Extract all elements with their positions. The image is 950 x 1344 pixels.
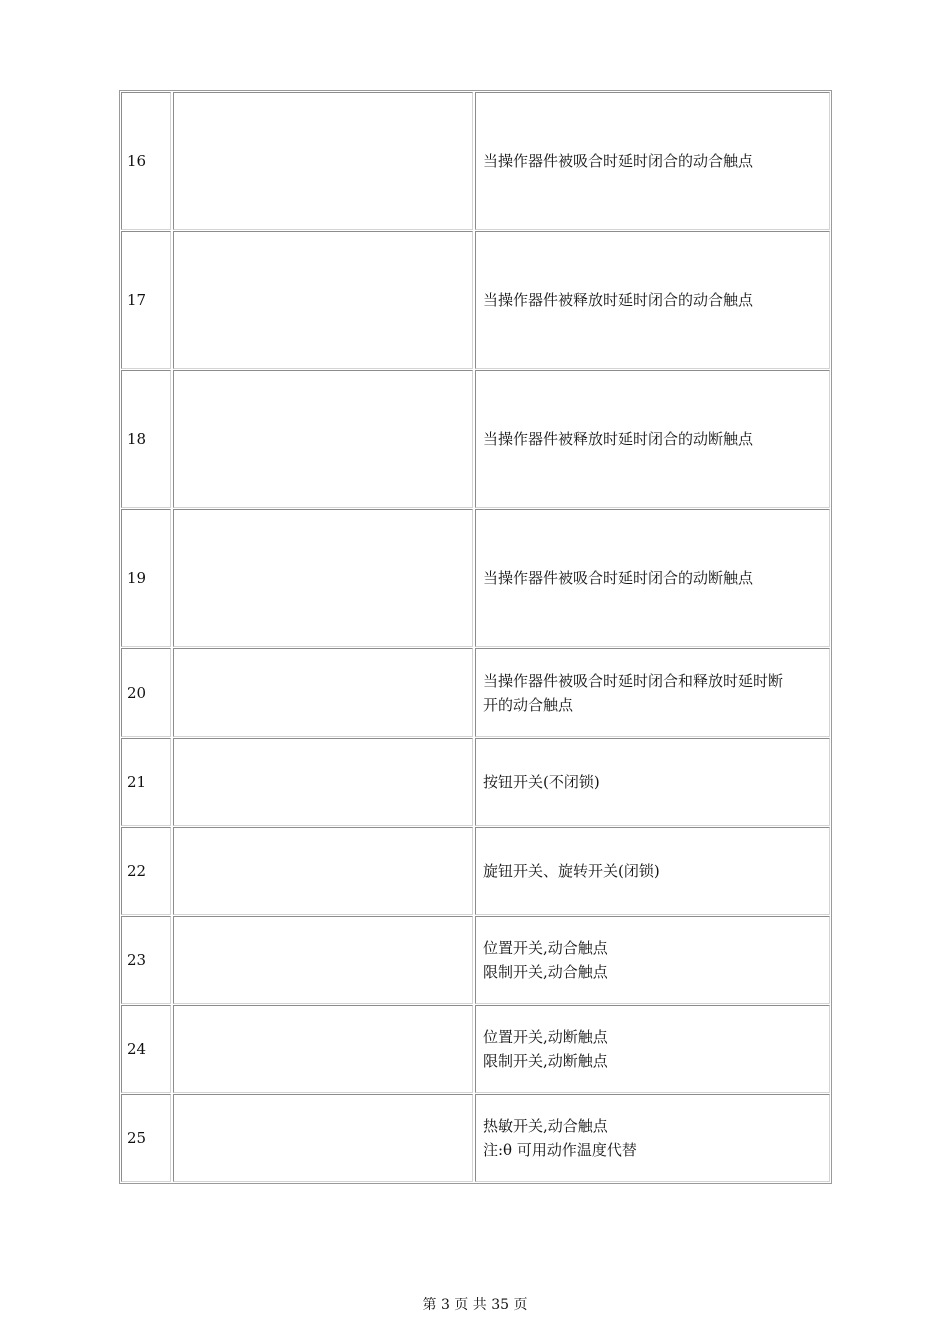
description-cell: [475, 92, 830, 230]
table-row: [121, 916, 830, 1004]
table-row: [121, 1094, 830, 1182]
row-number: [121, 1005, 171, 1093]
row-number-text: 17: [127, 291, 147, 309]
row-number: [121, 370, 171, 508]
description-cell: [475, 509, 830, 647]
row-number-text: 18: [127, 430, 147, 448]
description-cell: [475, 1005, 830, 1093]
table-row: [121, 370, 830, 508]
row-number-text: 20: [127, 683, 147, 702]
row-number: [121, 916, 171, 1004]
table-row: [121, 92, 830, 230]
table-row: [121, 738, 830, 826]
page-number-label: 第 3 页 共 35 页: [422, 1297, 528, 1313]
description-text: 位置开关,动合触点 限制开关,动合触点: [483, 939, 608, 981]
row-number: [121, 231, 171, 369]
symbol-cell: [173, 1005, 473, 1093]
symbol-cell: [173, 92, 473, 230]
description-cell: [475, 648, 830, 737]
symbol-cell: [173, 370, 473, 508]
row-number-text: 24: [127, 1040, 147, 1058]
symbol-cell: [173, 509, 473, 647]
description-cell: [475, 231, 830, 369]
row-number: [121, 827, 171, 915]
description-text: 当操作器件被释放时延时闭合的动断触点: [483, 430, 754, 448]
row-number-text: 19: [127, 569, 147, 587]
symbol-cell: [173, 738, 473, 826]
description-text: 当操作器件被吸合时延时闭合的动合触点: [483, 152, 754, 170]
row-number-text: 25: [127, 1129, 147, 1147]
description-text: 当操作器件被吸合时延时闭合和释放时延时断 开的动合触点: [483, 671, 784, 714]
row-number: [121, 648, 171, 737]
row-number-text: 16: [127, 152, 147, 170]
table-row: [121, 231, 830, 369]
symbol-cell: [173, 827, 473, 915]
table-row: [121, 509, 830, 647]
page-footer: [0, 1294, 950, 1314]
symbol-table: [119, 90, 832, 1184]
description-cell: [475, 370, 830, 508]
description-cell: [475, 827, 830, 915]
symbol-cell: [173, 1094, 473, 1182]
row-number-text: 22: [127, 862, 147, 880]
table-row: [121, 827, 830, 915]
row-number-text: 23: [127, 951, 147, 969]
table-row: [121, 648, 830, 737]
row-number: [121, 92, 171, 230]
symbol-cell: [173, 231, 473, 369]
symbol-cell: [173, 648, 473, 737]
description-text: 按钮开关(不闭锁): [483, 773, 600, 791]
description-text: 当操作器件被吸合时延时闭合的动断触点: [483, 569, 754, 587]
row-number: [121, 509, 171, 647]
description-cell: [475, 1094, 830, 1182]
description-cell: [475, 738, 830, 826]
row-number: [121, 1094, 171, 1182]
description-text: 热敏开关,动合触点 注:θ 可用动作温度代替: [483, 1117, 637, 1159]
description-text: 位置开关,动断触点 限制开关,动断触点: [483, 1028, 608, 1070]
row-number-text: 21: [127, 773, 147, 791]
description-text: 旋钮开关、旋转开关(闭锁): [483, 862, 660, 880]
description-cell: [475, 916, 830, 1004]
table-row: [121, 1005, 830, 1093]
row-number: [121, 738, 171, 826]
symbol-cell: [173, 916, 473, 1004]
description-text: 当操作器件被释放时延时闭合的动合触点: [483, 291, 754, 309]
